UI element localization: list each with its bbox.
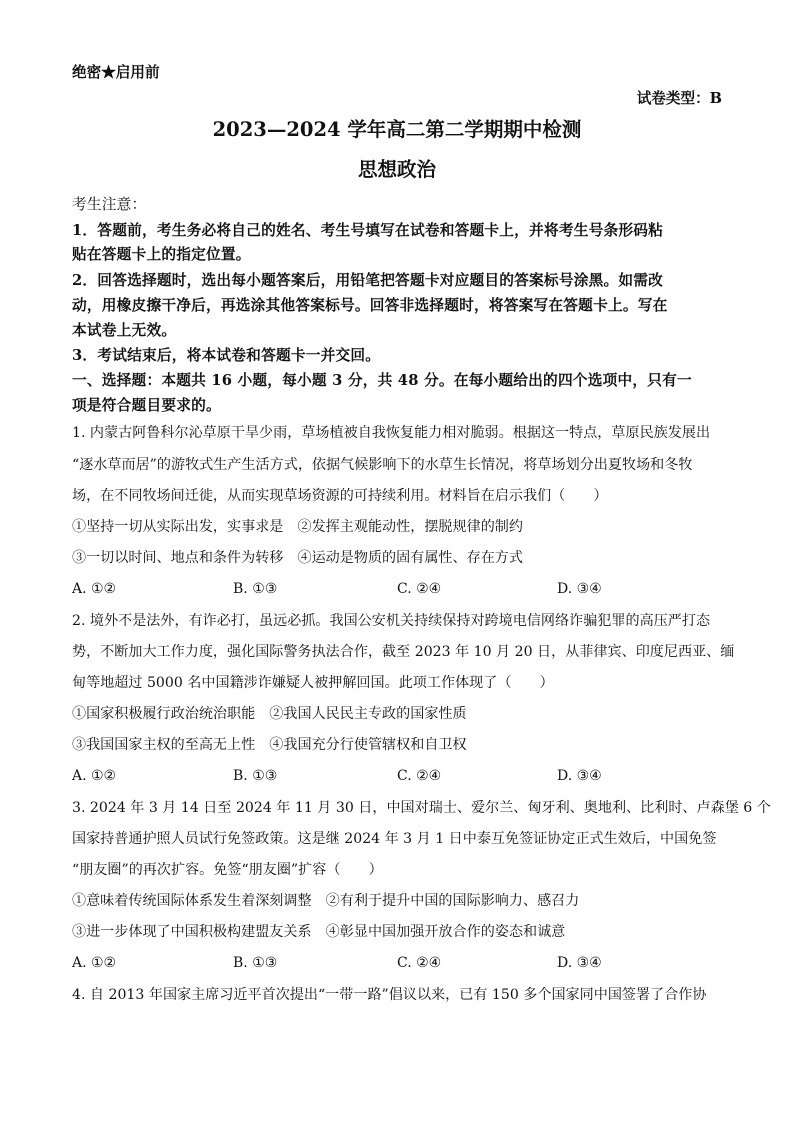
notice-line: 2．回答选择题时，选出每小题答案后，用铅笔把答题卡对应题目的答案标号涂黑。如需改 [72, 272, 664, 289]
question-text: 国家持普通护照人员试行免签政策。这是继 2024 年 3 月 1 日中泰互免签证协定正式生效后，中国免签 [72, 831, 717, 847]
notice-line: 贴在答题卡上的指定位置。 [72, 246, 251, 263]
option-d: D. ③④ [557, 581, 602, 597]
option-c: C. ②④ [397, 955, 442, 971]
option-d: D. ③④ [557, 955, 602, 971]
notice-line: 3．考试结束后，将本试卷和答题卡一并交回。 [72, 347, 381, 364]
option-b: B. ①③ [233, 955, 278, 971]
question-text: 势，不断加大工作力度，强化国际警务执法合作，截至 2023 年 10 月 20 日，从菲律宾、印度尼西亚、缅 [72, 644, 735, 660]
notice-heading: 考生注意： [72, 196, 147, 213]
option-c: C. ②④ [397, 581, 442, 597]
question-text: 2. 境外不是法外，有诈必打，虽远必抓。我国公安机关持续保持对跨境电信网络诈骗犯罪的高压严打态 [72, 613, 711, 629]
statement-line: ①意味着传统国际体系发生着深刻调整 ②有利于提升中国的国际影响力、感召力 [72, 893, 580, 909]
notice-line: 本试卷上无效。 [72, 322, 177, 339]
question-text: 甸等地超过 5000 名中国籍涉诈嫌疑人被押解回国。此项工作体现了（ ） [72, 675, 554, 691]
option-a: A. ①② [72, 768, 117, 784]
question-text: 4. 自 2013 年国家主席习近平首次提出“一带一路”倡议以来，已有 150 多个国家同中国签署了合作协 [72, 987, 707, 1003]
question-text: 场，在不同牧场间迁徙，从而实现草场资源的可持续利用。材料旨在启示我们（ ） [72, 488, 608, 504]
statement-line: ③我国国家主权的至高无上性 ④我国充分行使管辖权和自卫权 [72, 737, 467, 753]
confidential-label: 绝密★启用前 [72, 64, 160, 81]
section-heading: 项是符合题目要求的。 [72, 397, 221, 414]
notice-line: 动，用橡皮擦干净后，再选涂其他答案标号。回答非选择题时，将答案写在答题卡上。写在 [72, 297, 668, 314]
question-text: “朋友圈”的再次扩容。免签“朋友圈”扩容（ ） [72, 862, 383, 878]
question-text: “逐水草而居”的游牧式生产生活方式，依据气候影响下的水草生长情况，将草场划分出夏牧场和冬牧 [72, 457, 693, 473]
option-b: B. ①③ [233, 768, 278, 784]
option-a: A. ①② [72, 581, 117, 597]
section-heading: 一、选择题：本题共 16 小题，每小题 3 分，共 48 分。在每小题给出的四个选项中，只有一 [72, 372, 692, 389]
question-text: 3. 2024 年 3 月 14 日至 2024 年 11 月 30 日，中国对瑞士、爱尔兰、匈牙利、奥地利、比利时、卢森堡 6 个 [72, 800, 771, 816]
option-c: C. ②④ [397, 768, 442, 784]
exam-subject: 思想政治 [357, 158, 436, 181]
statement-line: ①国家积极履行政治统治职能 ②我国人民民主专政的国家性质 [72, 706, 467, 722]
option-b: B. ①③ [233, 581, 278, 597]
notice-line: 1．答题前，考生务必将自己的姓名、考生号填写在试卷和答题卡上，并将考生号条形码粘 [72, 222, 664, 239]
exam-title: 2023—2024 学年高二第二学期期中检测 [212, 118, 582, 141]
option-a: A. ①② [72, 955, 117, 971]
paper-type-label: 试卷类型：B [636, 90, 722, 107]
statement-line: ①坚持一切从实际出发，实事求是 ②发挥主观能动性，摆脱规律的制约 [72, 519, 523, 535]
statement-line: ③一切以时间、地点和条件为转移 ④运动是物质的固有属性、存在方式 [72, 550, 523, 566]
option-d: D. ③④ [557, 768, 602, 784]
question-text: 1. 内蒙古阿鲁科尔沁草原干旱少雨，草场植被自我恢复能力相对脆弱。根据这一特点，草原民族发展出 [72, 425, 711, 441]
statement-line: ③进一步体现了中国积极构建盟友关系 ④彰显中国加强开放合作的姿态和诚意 [72, 924, 566, 940]
